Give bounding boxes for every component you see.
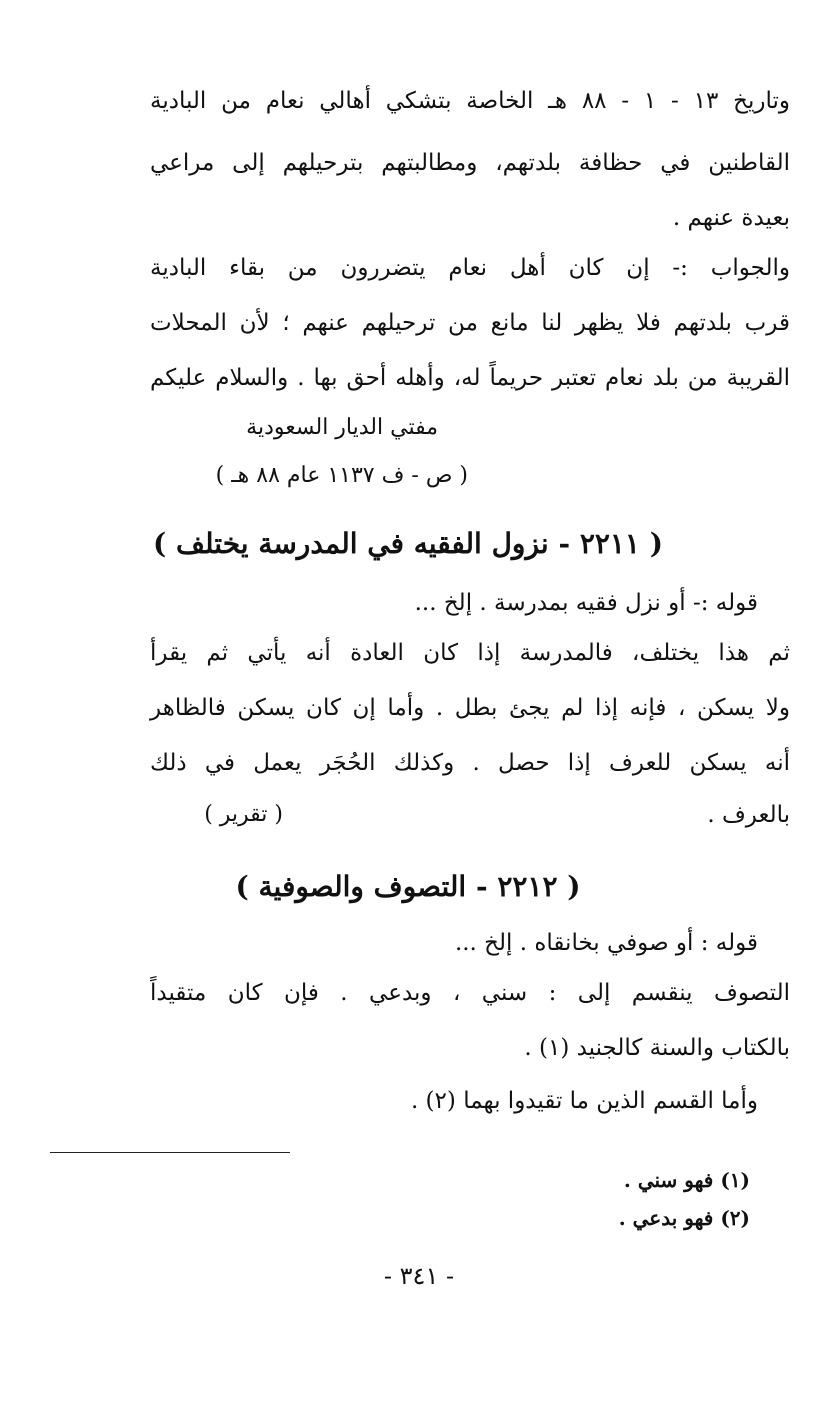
- text-line: أنه يسكن للعرف إذا حصل . وكذلك الحُجَر يعمل في ذلك: [150, 750, 790, 776]
- footnote-divider: [50, 1152, 290, 1153]
- text-line: ثم هذا يختلف، فالمدرسة إذا كان العادة أنه يأتي ثم يقرأ: [150, 640, 790, 666]
- page-number: - ٣٤١ -: [383, 1262, 455, 1290]
- text-line: ولا يسكن ، فإنه إذا لم يجئ بطل . وأما إن كان يسكن فالظاهر: [150, 695, 790, 721]
- text-line: وأما القسم الذين ما تقيدوا بهما (٢) .: [410, 1088, 758, 1114]
- footnote: (٢) فهو بدعي .: [618, 1206, 750, 1230]
- text-line: التصوف ينقسم إلى : سني ، وبدعي . فإن كان متقيداً: [150, 980, 790, 1006]
- quote-line: قوله : أو صوفي بخانقاه . إلخ ...: [454, 930, 758, 956]
- section-heading-2211: ( ٢٢١١ - نزول الفقيه في المدرسة يختلف ): [153, 527, 663, 560]
- text-line: بعيدة عنهم .: [672, 205, 790, 231]
- text-line: بالعرف .: [707, 802, 790, 828]
- source-tag: ( تقرير ): [204, 802, 283, 827]
- text-line: القاطنين في حظافة بلدتهم، ومطالبتهم بترحيلهم إلى مراعي: [150, 150, 790, 176]
- answer-line: القريبة من بلد نعام تعتبر حريماً له، وأهله أحق بها . والسلام عليكم: [150, 365, 790, 391]
- text-line: وتاريخ ١٣ - ١ - ٨٨ هـ الخاصة بتشكي أهالي نعام من البادية: [150, 88, 791, 114]
- fatwa-reference: ( ص - ف ١١٣٧ عام ٨٨ هـ ): [215, 463, 468, 488]
- quote-line: قوله :- أو نزل فقيه بمدرسة . إلخ ...: [414, 590, 758, 616]
- text-line: بالكتاب والسنة كالجنيد (١) .: [524, 1035, 790, 1061]
- section-heading-2212: ( ٢٢١٢ - التصوف والصوفية ): [235, 870, 581, 903]
- answer-line: قرب بلدتهم فلا يظهر لنا مانع من ترحيلهم عنهم ؛ لأن المحلات: [150, 310, 790, 336]
- answer-line: والجواب :- إن كان أهل نعام يتضررون من بقاء البادية: [150, 255, 790, 281]
- signature: مفتي الديار السعودية: [246, 415, 438, 440]
- footnote: (١) فهو سني .: [623, 1168, 750, 1192]
